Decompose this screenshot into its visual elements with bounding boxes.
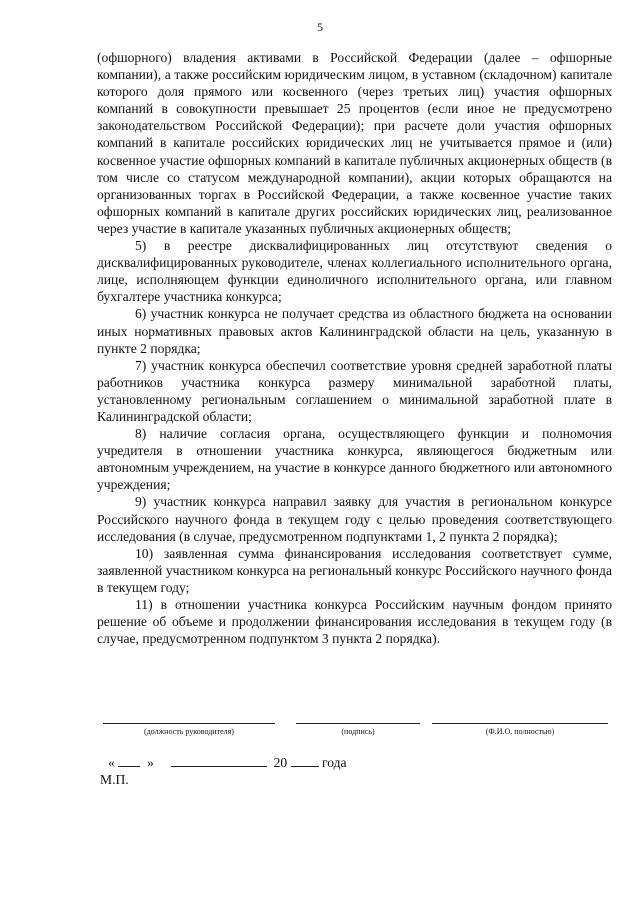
list-item: 5) в реестре дисквалифицированных лиц отсутствуют сведения о дисквалифицированных руководителе, членах коллегиального исполнительного органа, лице, исполняющем функции единоличного исполнительного органа, или главном бухгалтере участника конкурса; [97, 238, 612, 305]
list-item: 8) наличие согласия органа, осуществляющего функции и полномочия учредителя в отношении участника конкурса, являющегося бюджетным или автономным учреждением, на участие в конкурсе данного бюджетного или автономного учреждения; [97, 426, 612, 493]
position-caption: (должность руководителя) [144, 727, 234, 736]
position-signature-line [103, 723, 275, 754]
list-item: 10) заявленная сумма финансирования исследования соответствует сумме, заявленной участником конкурса на региональный конкурс Российского научного фонда в текущем году; [97, 545, 612, 595]
close-quote: » [147, 755, 154, 770]
document-body [97, 49, 612, 647]
day-blank [118, 754, 140, 767]
list-item: 11) в отношении участника конкурса Российским научным фондом принято решение об объеме и продолжении финансирования исследования в текущем году (в случае, предусмотренном подпунктом 3 пункта 2 порядка). [97, 597, 612, 647]
name-caption: (Ф.И.О. полностью) [485, 727, 555, 736]
name-signature-line [432, 723, 608, 754]
page-number: 5 [317, 20, 323, 34]
year-prefix: 20 [273, 755, 288, 770]
list-item: 9) участник конкурса направил заявку для участия в региональном конкурсе Российского научного фонда в текущем году с целью проведения соответствующего исследования (в случае, предусмотренном подпунктами 1, 2 пункта 2 порядка); [97, 494, 612, 544]
date-line [108, 754, 347, 771]
continuation-paragraph: (офшорного) владения активами в Российской Федерации (далее – офшорные компании), а также российским юридическим лицом, в уставном (складочном) капитале которого доля прямого или косвенного (через третьих лиц) участия офшорных компаний в совокупности превышает 25 процентов (если иное не предусмотрено законодательством Российской Федерации); при расчете доли участия офшорных компаний в капитале российских юридических лиц не учитывается прямое и (или) косвенное участие офшорных компаний в капитале публичных акционерных обществ (в том числе со статусом международной компании), акции которых обращаются на организованных торгах в Российской Федерации, а также косвенное участие таких офшорных компаний в капитале других российских юридических лиц, реализованное через участие в капитале указанных публичных акционерных обществ; [97, 50, 612, 236]
stamp-label: М.П. [100, 772, 129, 787]
list-item: 7) участник конкурса обеспечил соответствие уровня средней заработной платы работников участника конкурса размеру минимальной заработной платы, установленному региональным соглашением о минимальной заработной плате в Калининградской области; [97, 357, 612, 424]
open-quote: « [108, 755, 115, 770]
year-word: года [322, 755, 347, 770]
year-blank [291, 754, 319, 767]
list-item: 6) участник конкурса не получает средства из областного бюджета на основании иных нормативных правовых актов Калининградской области на цель, указанную в пункте 2 порядка; [97, 306, 612, 356]
signature-line [296, 723, 420, 754]
month-blank [171, 754, 267, 767]
signature-caption: (подпись) [341, 727, 375, 736]
